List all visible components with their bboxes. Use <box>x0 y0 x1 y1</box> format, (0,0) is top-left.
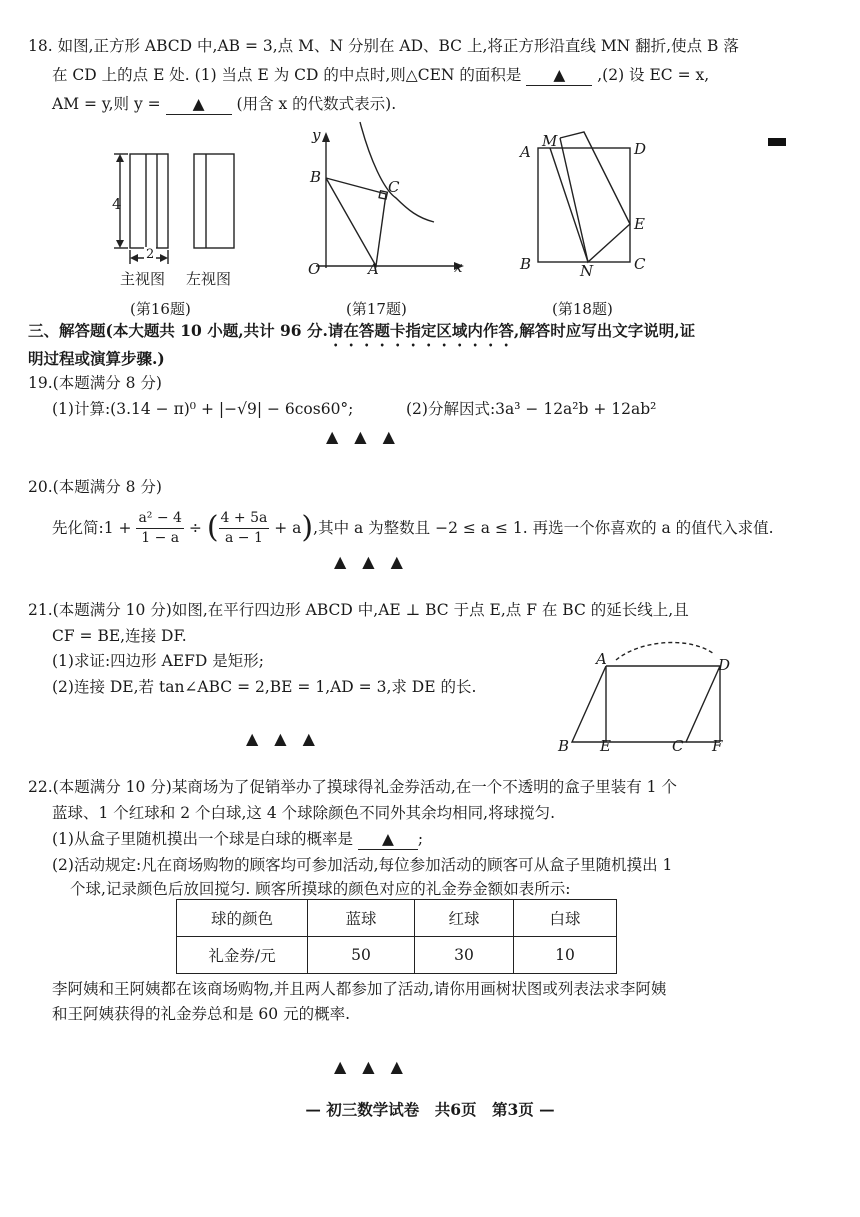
q21-point-c: C <box>672 737 684 755</box>
q18-line2 <box>52 65 709 86</box>
fig17-point-c: C <box>388 178 400 196</box>
q20-paren-left: ( <box>206 510 219 545</box>
q20-answer-marks: ▲ ▲ ▲ <box>334 552 403 571</box>
q20-fraction-2 <box>219 509 270 548</box>
fig17-y-axis-label: y <box>312 126 321 144</box>
q19-part1: (1)计算:(3.14 − π)⁰ + |−√9| − 6cos60°; <box>52 400 354 418</box>
fig18-square-fold <box>530 130 650 270</box>
q18-line2-text: 在 CD 上的点 E 处. (1) 当点 E 为 CD 的中点时,则△CEN 的面积是 <box>52 66 522 84</box>
q21-answer-marks: ▲ ▲ ▲ <box>246 729 315 748</box>
q20-paren-right: ) <box>301 510 314 545</box>
q20-fraction-2-num: 4 + 5a <box>219 509 270 529</box>
q21-point-f: F <box>712 737 723 755</box>
answer-blank-3: ▲ <box>358 829 418 850</box>
q18-line3-tail: (用含 x 的代数式表示). <box>236 95 397 113</box>
q22-answer-marks: ▲ ▲ ▲ <box>334 1057 403 1076</box>
q22-part1-text: (1)从盒子里随机摸出一个球是白球的概率是 <box>52 830 353 848</box>
fig17-point-b: B <box>310 168 322 186</box>
q22-part1-tail: ; <box>417 830 424 848</box>
fig18-caption: (第18题) <box>552 300 613 318</box>
fig17-caption: (第17题) <box>346 300 407 318</box>
table-header-cell: 红球 <box>415 900 514 937</box>
q20-divide-sign: ÷ <box>188 519 202 537</box>
table-cell: 礼金券/元 <box>177 937 308 974</box>
q18-line3 <box>52 94 396 115</box>
q20-fraction-1 <box>136 509 184 548</box>
q20-fraction-1-den: 1 − a <box>141 529 180 546</box>
fig17-coordinate-figure <box>300 120 470 280</box>
q22-line7: 和王阿姨获得的礼金券总和是 60 元的概率. <box>52 1005 351 1023</box>
q19-heading: 19.(本题满分 8 分) <box>28 374 162 392</box>
q20-suffix: ,其中 a 为整数且 −2 ≤ a ≤ 1. 再选一个你喜欢的 a 的值代入求值. <box>313 519 774 537</box>
q19-part2: (2)分解因式:3a³ − 12a²b + 12ab² <box>406 400 657 418</box>
q18-line3-text: AM = y,则 y = <box>52 95 161 113</box>
fig17-origin-label: O <box>308 260 321 278</box>
q21-point-a: A <box>596 650 607 668</box>
q22-part2-line1: (2)活动规定:凡在商场购物的顾客均可参加活动,每位参加活动的顾客可从盒子里随机摸出 1 <box>52 856 673 874</box>
section3-text-emphasis: 请在答题卡指定区域内作答 <box>327 321 514 340</box>
section3-instructions-2: 明过程或演算步骤.) <box>28 349 165 368</box>
table-cell: 30 <box>415 937 514 974</box>
fig18-point-m: M <box>542 132 558 150</box>
table-header-cell: 蓝球 <box>308 900 415 937</box>
q22-line2: 蓝球、1 个红球和 2 个白球,这 4 个球除颜色不同外其余均相同,将球搅匀. <box>52 804 556 822</box>
section3-instructions <box>28 321 695 350</box>
answer-blank-2: ▲ <box>166 94 232 115</box>
edge-mark <box>768 138 786 146</box>
q20-expression <box>52 505 774 549</box>
fig18-point-a: A <box>520 143 531 161</box>
fig18-point-d: D <box>634 140 647 158</box>
q18-line2-tail: ,(2) 设 EC = x, <box>597 66 710 84</box>
table-row <box>177 900 617 937</box>
q21-parallelogram-figure <box>560 636 740 752</box>
fig18-point-n: N <box>580 262 594 280</box>
q22-line1: 22.(本题满分 10 分)某商场为了促销举办了摸球得礼金券活动,在一个不透明的盒子里装有 1 个 <box>28 778 677 796</box>
table-header-cell: 球的颜色 <box>177 900 308 937</box>
fig17-x-axis-label: x <box>454 258 463 276</box>
page-footer: — 初三数学试卷 共6页 第3页 — <box>305 1100 555 1119</box>
q21-point-e: E <box>600 737 611 755</box>
fig16-width-label: 2 <box>146 247 155 262</box>
q20-fraction-2-den: a − 1 <box>224 529 263 546</box>
q21-point-b: B <box>558 737 570 755</box>
fig18-point-b: B <box>520 255 532 273</box>
table-header-cell: 白球 <box>514 900 617 937</box>
q22-part1 <box>52 829 423 850</box>
fig18-point-c: C <box>634 255 646 273</box>
q21-line1: 21.(本题满分 10 分)如图,在平行四边形 ABCD 中,AE ⊥ BC 于点 E,点 F 在 BC 的延长线上,且 <box>28 601 689 619</box>
fig16-caption: (第16题) <box>130 300 191 318</box>
q21-part2: (2)连接 DE,若 tan∠ABC = 2,BE = 1,AD = 3,求 DE 的长. <box>52 678 477 696</box>
table-cell: 10 <box>514 937 617 974</box>
table-cell: 50 <box>308 937 415 974</box>
section3-text-c: ,解答时应写出文字说明,证 <box>513 321 696 340</box>
fig17-point-a: A <box>368 260 379 278</box>
q22-part2-line2: 个球,记录颜色后放回搅匀. 顾客所摸球的颜色对应的礼金券金额如表所示: <box>70 880 571 898</box>
table-row <box>177 937 617 974</box>
q20-prefix: 先化简:1 + <box>52 519 132 537</box>
q21-point-d: D <box>718 656 731 674</box>
q20-fraction-1-num: a² − 4 <box>136 509 184 529</box>
gift-voucher-table <box>176 899 617 974</box>
answer-blank-1: ▲ <box>526 65 592 86</box>
fig18-point-e: E <box>634 215 645 233</box>
fig16-front-view-label: 主视图 <box>120 270 166 288</box>
q19-answer-marks: ▲ ▲ ▲ <box>326 427 395 446</box>
q18-line1: 18. 如图,正方形 ABCD 中,AB = 3,点 M、N 分别在 AD、BC 上,将正方形沿直线 MN 翻折,使点 B 落 <box>28 37 739 55</box>
q21-part1: (1)求证:四边形 AEFD 是矩形; <box>52 652 264 670</box>
q22-line6: 李阿姨和王阿姨都在该商场购物,并且两人都参加了活动,请你用画树状图或列表法求李阿姨 <box>52 980 667 998</box>
fig16-left-view-label: 左视图 <box>186 270 232 288</box>
fig16-height-label: 4 <box>112 195 122 213</box>
q20-heading: 20.(本题满分 8 分) <box>28 478 162 496</box>
q21-line2: CF = BE,连接 DF. <box>52 627 187 645</box>
section3-text-a: 三、解答题(本大题共 10 小题,共计 96 分. <box>28 321 328 340</box>
q20-plus-a: + a <box>274 519 302 537</box>
